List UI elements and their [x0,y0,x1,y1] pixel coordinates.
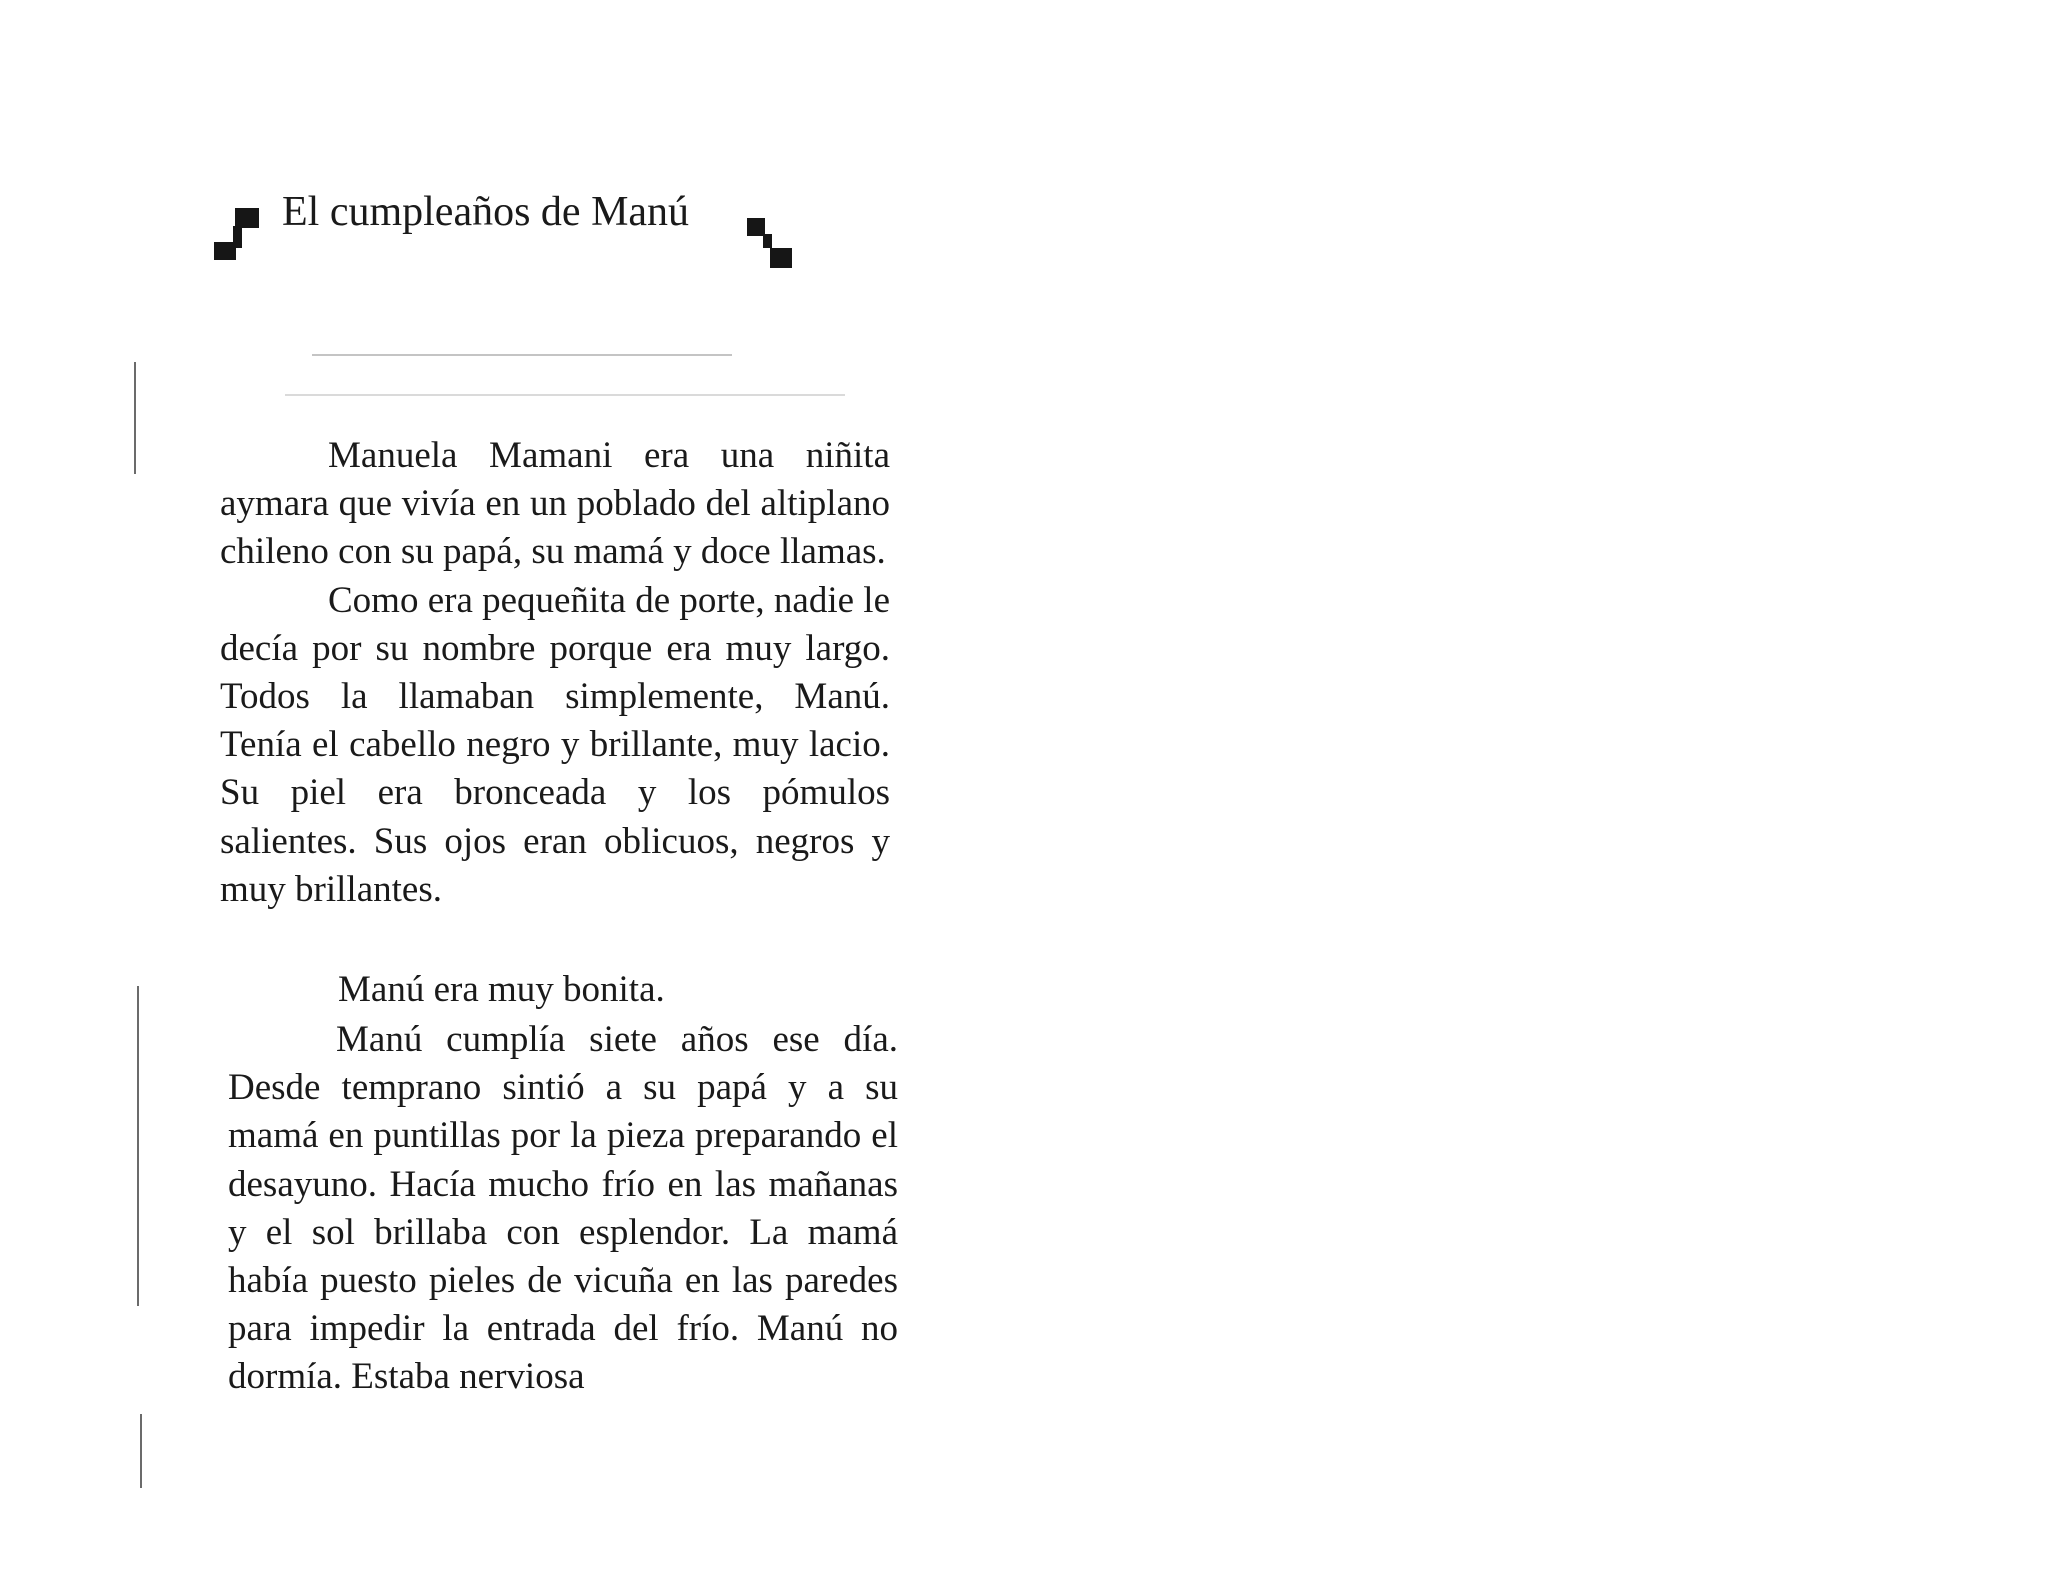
margin-line-top [134,362,136,474]
scan-mark-top-left-foot [214,242,236,260]
paragraph-1: Manuela Mamani era una niñita aymara que vivía en un poblado del altiplano chileno con su papá, su mamá y doce llamas. [220,435,890,573]
scan-noise-line-2 [285,394,845,396]
scan-mark-top-right-stem [763,234,772,248]
paragraph-4: Manú cumplía siete años ese día. Desde temprano sintió a su papá y a su mamá en puntillas por la pieza preparando el desayuno. Hacía mucho frío en las mañanas y el sol brillaba con esplendor. La mamá había puesto pieles de vicuña en las paredes para impedir la entrada del frío. Manú no dormía. Estaba nerviosa [228,1019,898,1398]
scan-mark-top-right-foot [770,248,792,268]
text-column-upper [220,432,890,914]
margin-line-middle [137,986,139,1306]
text-column-lower [228,1016,898,1402]
story-title: El cumpleaños de Manú [282,189,690,235]
scan-noise-line-1 [312,354,732,356]
margin-line-bottom [140,1414,142,1488]
paragraph-2: Como era pequeñita de porte, nadie le decía por su nombre porque era muy largo. Todos la llamaban simplemente, Manú. Tenía el cabello negro y brillante, muy lacio. Su piel era bronceada y los pómulos salientes. Sus ojos eran oblicuos, negros y muy brillantes. [220,579,890,910]
scan-mark-top-left [235,208,259,228]
paragraph-3: Manú era muy bonita. [338,969,665,1010]
